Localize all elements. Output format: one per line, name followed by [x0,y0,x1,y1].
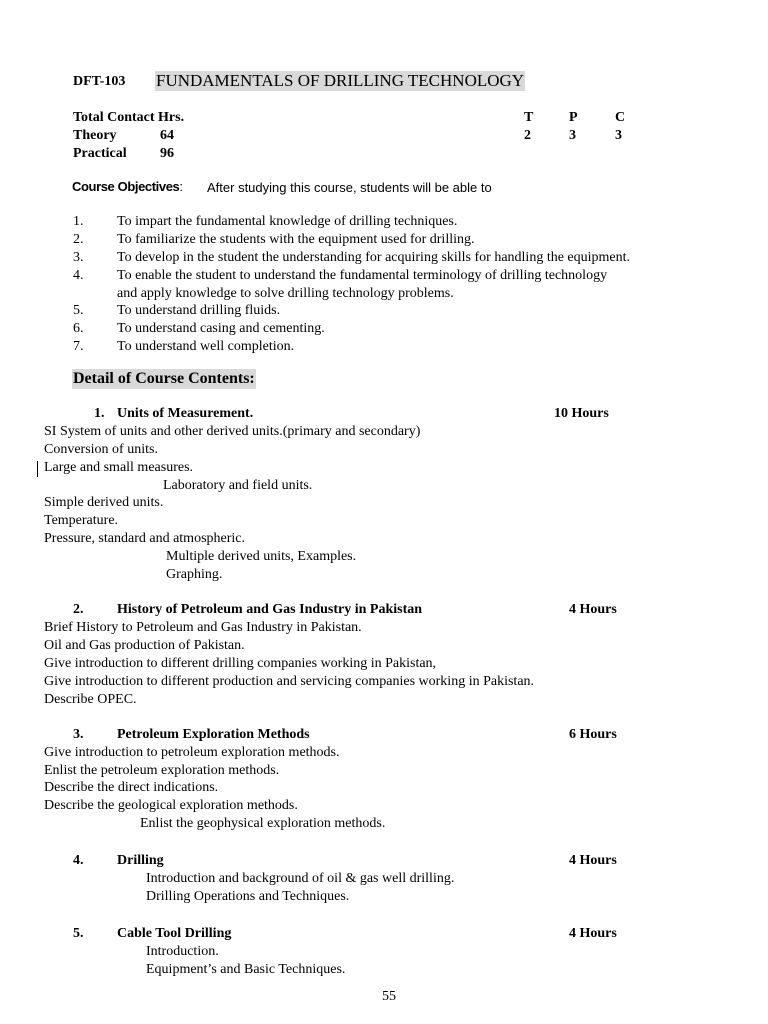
objective-number: 5. [73,303,84,318]
page-number: 55 [382,989,396,1004]
section-number: 4. [73,853,84,868]
objectives-label: Course Objectives [72,179,180,194]
t-label: T [524,110,534,125]
objective-text: To understand casing and cementing. [117,321,325,336]
theory-value: 64 [160,128,174,143]
section-line: Enlist the geophysical exploration methods. [140,816,386,831]
course-title: FUNDAMENTALS OF DRILLING TECHNOLOGY [156,71,525,90]
section-hours: 4 Hours [569,602,617,617]
section-line: Pressure, standard and atmospheric. [44,531,245,546]
objective-number: 7. [73,339,84,354]
section-line: Give introduction to different production and servicing companies working in Pakistan. [44,674,535,689]
section-hours: 4 Hours [569,926,617,941]
course-contents-heading: Detail of Course Contents: [73,370,255,387]
section-line: Equipment’s and Basic Techniques. [146,962,346,977]
objective-text: To understand drilling fluids. [117,303,281,318]
total-contact-hours-label: Total Contact Hrs. [73,110,185,125]
course-code: DFT-103 [73,74,126,89]
section-line: Give introduction to different drilling companies working in Pakistan, [44,656,437,671]
section-line: Describe OPEC. [44,692,137,707]
section-line: Graphing. [166,567,223,582]
section-title: Petroleum Exploration Methods [117,727,310,742]
section-hours: 10 Hours [554,406,609,421]
c-value: 3 [615,128,622,143]
section-number: 1. [94,406,105,421]
section-number: 3. [73,727,84,742]
section-line: Give introduction to petroleum exploration methods. [44,745,340,760]
objective-text: To develop in the student the understanding for acquiring skills for handling the equipment. [117,250,631,265]
c-label: C [615,110,626,125]
objectives-heading [72,178,183,196]
section-title: History of Petroleum and Gas Industry in Pakistan [117,602,423,617]
section-line: Describe the direct indications. [44,780,219,795]
objective-number: 1. [73,214,84,229]
section-line: Enlist the petroleum exploration methods. [44,763,280,778]
section-line: Multiple derived units, Examples. [166,549,357,564]
section-line: Oil and Gas production of Pakistan. [44,638,245,653]
section-line: Brief History to Petroleum and Gas Industry in Pakistan. [44,620,362,635]
objective-text: To impart the fundamental knowledge of drilling techniques. [117,214,458,229]
section-line: Introduction and background of oil & gas well drilling. [146,871,455,886]
practical-label: Practical [73,146,127,161]
p-value: 3 [569,128,576,143]
section-line: Temperature. [44,513,119,528]
section-line: Simple derived units. [44,495,164,510]
objectives-intro: After studying this course, students will be able to [207,180,492,195]
section-title: Drilling [117,853,164,868]
objective-number: 2. [73,232,84,247]
section-number: 2. [73,602,84,617]
objective-text: To enable the student to understand the fundamental terminology of drilling technology [117,268,608,283]
section-line: Describe the geological exploration methods. [44,798,298,813]
section-hours: 4 Hours [569,853,617,868]
section-line: Large and small measures. [44,460,194,475]
objective-number: 3. [73,250,84,265]
objective-text-continuation: and apply knowledge to solve drilling technology problems. [117,286,454,301]
section-line: Introduction. [146,944,219,959]
objective-text: To understand well completion. [117,339,295,354]
section-number: 5. [73,926,84,941]
section-line: Laboratory and field units. [163,478,313,493]
objective-number: 4. [73,268,84,283]
section-title: Cable Tool Drilling [117,926,232,941]
objectives-colon: : [179,179,183,194]
practical-value: 96 [160,146,174,161]
section-line: SI System of units and other derived units.(primary and secondary) [44,424,421,439]
theory-label: Theory [73,128,117,143]
section-title: Units of Measurement. [117,406,254,421]
objective-text: To familiarize the students with the equipment used for drilling. [117,232,475,247]
p-label: P [569,110,578,125]
objective-number: 6. [73,321,84,336]
section-hours: 6 Hours [569,727,617,742]
section-line: Conversion of units. [44,442,158,457]
t-value: 2 [524,128,531,143]
text-cursor [37,461,38,477]
section-line: Drilling Operations and Techniques. [146,889,350,904]
